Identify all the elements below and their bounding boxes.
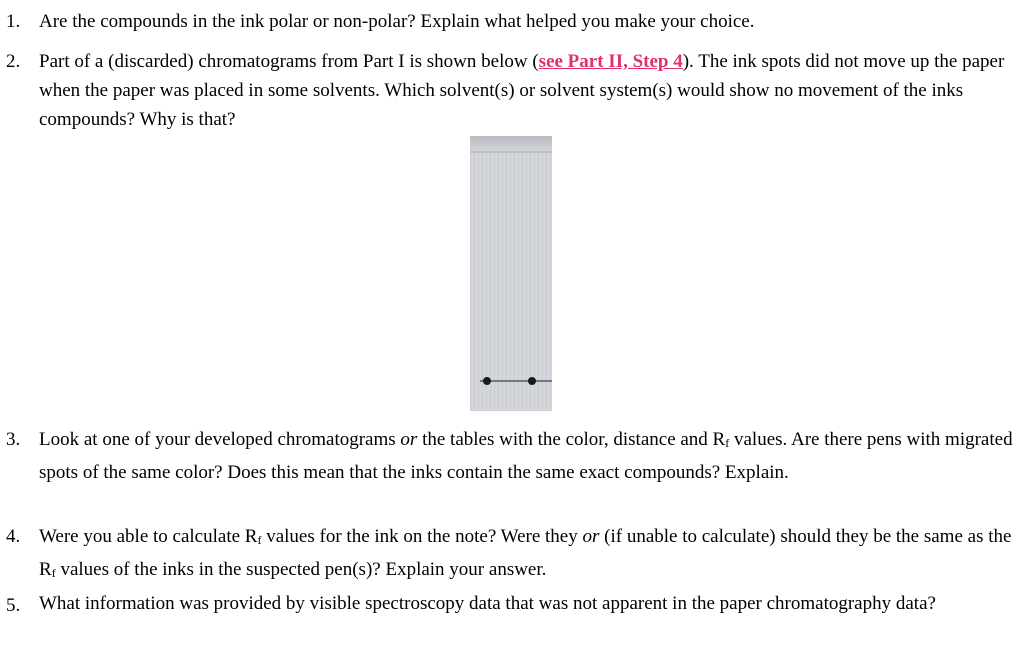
question-text-part: Were you able to calculate R bbox=[39, 526, 258, 547]
question-text-part: (if unable to calculate) should they be the same as the R bbox=[39, 526, 1012, 580]
question-text: What information was provided by visible spectroscopy data that was not apparent in the paper chromatography data? bbox=[39, 593, 936, 614]
question-text-part: values. Are there pens with migrated spots of the same color? Does this mean that the inks contain the same exact compounds? Explain. bbox=[39, 429, 1013, 483]
part-ii-step-4-link[interactable]: see Part II, Step 4 bbox=[538, 51, 683, 72]
question-text bbox=[39, 47, 1019, 134]
paper-strip bbox=[470, 136, 552, 411]
subscript: f bbox=[257, 533, 262, 547]
ink-spot bbox=[483, 377, 491, 385]
question-text-part: Part of a (discarded) chromatograms from Part I is shown below ( bbox=[39, 51, 539, 72]
paper-top-edge bbox=[470, 136, 552, 152]
question-text-part: ). The ink spots did not move up the paper when the paper was placed in some solvents. Which solvent(s) or solvent system(s) would show no movement of the inks compounds? Why is that? bbox=[39, 51, 1005, 130]
subscript: f bbox=[51, 566, 56, 580]
question-number: 1. bbox=[6, 11, 21, 32]
question-number: 2. bbox=[6, 51, 21, 72]
question-text-part: values for the ink on the note? Were they bbox=[261, 526, 583, 547]
question-text-part: the tables with the color, distance and R bbox=[417, 429, 726, 450]
ink-spot bbox=[528, 377, 536, 385]
question-text bbox=[39, 425, 1019, 487]
chromatogram-image bbox=[470, 136, 552, 411]
question-emphasis: or bbox=[400, 429, 418, 450]
question-text: Are the compounds in the ink polar or non-polar? Explain what helped you make your choice. bbox=[39, 11, 755, 32]
question-number: 4. bbox=[6, 526, 21, 547]
question-number: 5. bbox=[6, 595, 21, 616]
question-text bbox=[39, 522, 1019, 588]
question-number: 3. bbox=[6, 429, 21, 450]
subscript: f bbox=[725, 436, 730, 450]
question-text-part: values of the inks in the suspected pen(s)? Explain your answer. bbox=[55, 559, 547, 580]
question-emphasis: or bbox=[582, 526, 600, 547]
question-text-part: Look at one of your developed chromatograms bbox=[39, 429, 401, 450]
